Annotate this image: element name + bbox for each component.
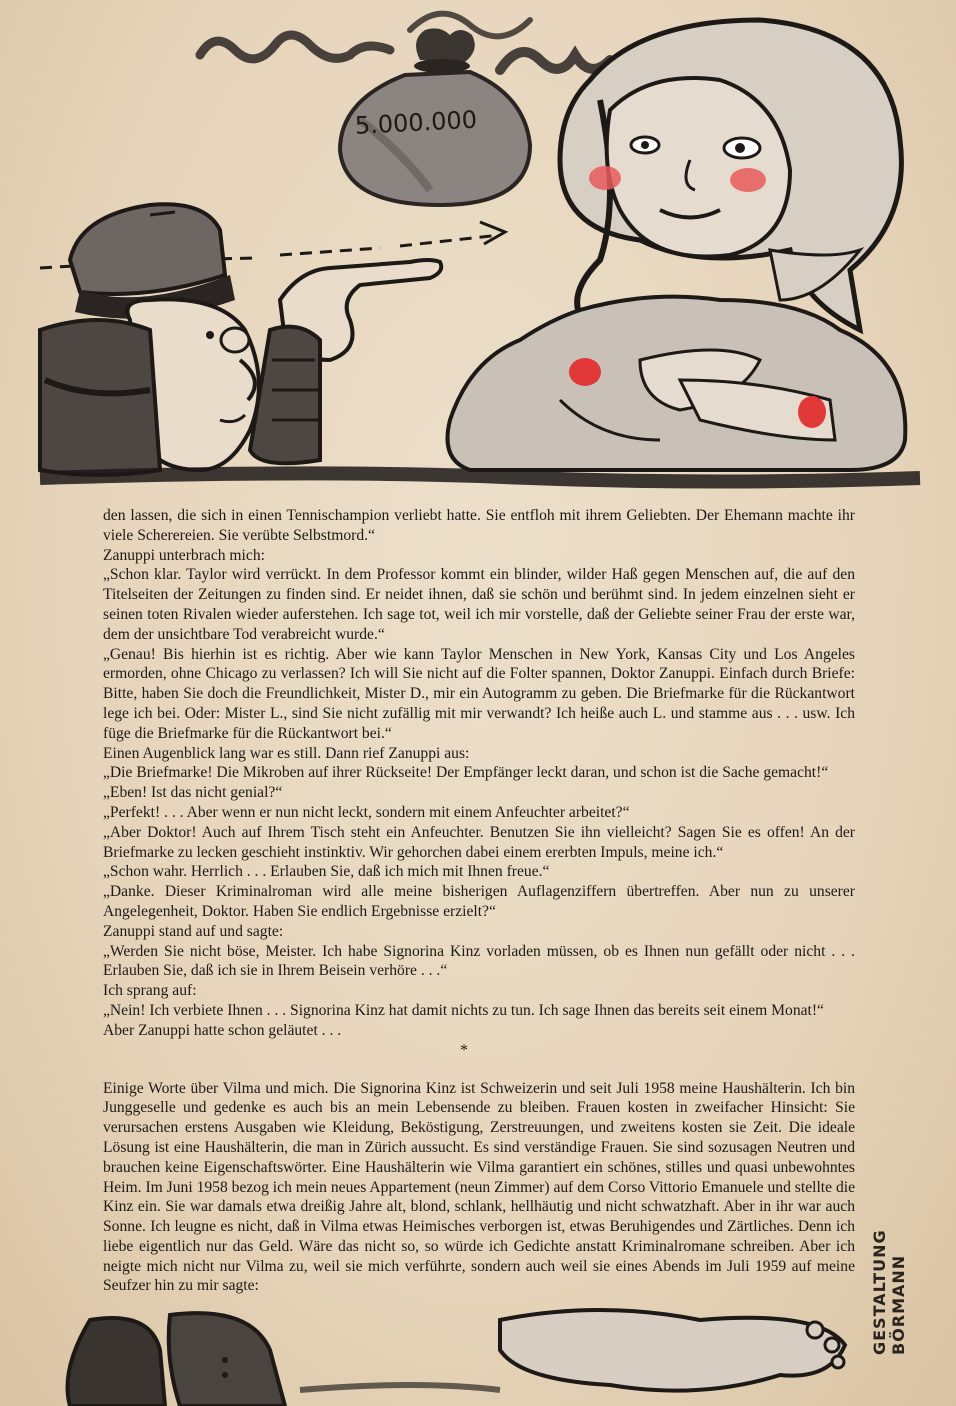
paragraph: Einige Worte über Vilma und mich. Die Signorina Kinz ist Schweizerin und seit Juli 1958 meine Haushälterin. Ich bin Junggeselle und gedenke es auch bis an mein Lebensende zu bleiben. Frauen kosten in zweifacher Hinsicht: Sie verursachen erstens Ausgaben wie Kleidung, Beköstigung, Zerstreuungen, und zweitens kosten sie Zeit. Die ideale Lösung ist eine Haushälterin, die man in Zürich aussucht. Es sind verständige Frauen. Sie sind sozusagen Neutren und brauchen keine Eigenschaftswörter. Eine Haushälterin wie Vilma garantiert ein schönes, stilles und quasi unbewohntes Heim. Im Juni 1958 bezog ich mein neues Appartement (neun Zimmer) auf dem Corso Vittorio Emanuele und stellte die Kinz ein. Sie war damals etwa dreißig Jahre alt, blond, schlank, hellhäutig und nicht schwatzhaft. Aber in ihr war auch Sonne. Ich leugne es nicht, daß in Vilma etwas Heimisches verborgen ist, etwas Beruhigendes und Zärtliches. Denn ich liebe eigentlich nur das Geld. Wäre das nicht so, so würde ich Gedichte anstatt Kriminalromane schreiben. Aber ich neigte mich nicht nur Vilma zu, weil sie mich verführte, sondern auch weil sie eines Abends im Juli 1959 auf meine Seufzer hin zu mir sagte: (103, 1079, 855, 1295)
paragraph: „Aber Doktor! Auch auf Ihrem Tisch steht ein Anfeuchter. Benutzen Sie ihn vielleicht? Sagen Sie es offen! An der Briefmarke zu lecken geschieht instinktiv. Wir gehorchen dabei einem ererbten Impuls, meine ich.“ (103, 823, 855, 861)
credit-line-2: BÖRMANN (889, 1254, 908, 1355)
arrow-head-icon (480, 222, 505, 244)
paragraph: Aber Zanuppi hatte schon geläutet . . . (103, 1021, 342, 1039)
paragraph: Zanuppi stand auf und sagte: (103, 922, 284, 940)
credit-line-1: GESTALTUNG (870, 1229, 889, 1355)
paragraph: „Werden Sie nicht böse, Meister. Ich habe Signorina Kinz vorladen müssen, ob es Ihnen nun gefällt oder nicht . . . Erlauben Sie, daß ich sie in Ihrem Beisein verhöre . . .“ (103, 942, 855, 980)
paragraph: den lassen, die sich in einen Tennischampion verliebt hatte. Sie entfloh mit ihrem Geliebten. Der Ehemann machte ihr viele Scherereien. Sie verübte Selbstmord.“ (103, 507, 855, 544)
paragraph: Zanuppi unterbrach mich: (103, 546, 265, 564)
section-separator: * (460, 1041, 468, 1059)
illustration-policeman-and-woman (0, 0, 956, 505)
bottom-illustration-feet (0, 1290, 956, 1406)
paragraph: „Schon klar. Taylor wird verrückt. In dem Professor kommt ein blinder, wilder Haß gegen Menschen auf, die auf den Titelseiten der Zeitungen zu finden sind. Er neidet ihnen, daß sie schön und berühmt sind. In jedem einzelnen sieht er seinen toten Rivalen wieder auferstehen. Ich sage tot, weil ich mir vorstelle, daß der Geliebte seiner Frau der erste war, dem der unsichtbare Tod verabreicht wurde.“ (103, 566, 855, 643)
paragraph: Einen Augenblick lang war es still. Dann rief Zanuppi aus: (103, 744, 470, 762)
ink-squiggle-right (500, 52, 610, 70)
paragraph: „Danke. Dieser Kriminalroman wird alle meine bisherigen Auflagenziffern übertreffen. Aber nun zu unserer Angelegenheit, Doktor. Haben Sie endlich Ergebnisse erzielt?“ (103, 883, 855, 920)
ink-squiggle-left (200, 35, 390, 59)
policeman-figure (40, 204, 441, 475)
woman-figure (448, 20, 906, 470)
paragraph: „Perfekt! . . . Aber wenn er nun nicht leckt, sondern mit einem Anfeuchter arbeitet?“ (103, 803, 630, 821)
paragraph: „Genau! Bis hierhin ist es richtig. Aber wie kann Taylor Menschen in New York, Kansas City und Los Angeles ermorden, ohne Chicago zu verlassen? Ich will Sie nicht auf die Folter spannen, Doktor Zanuppi. Einfach durch Briefe: Bitte, haben Sie doch die Freundlichkeit, Mister D., mir ein Autogramm zu geben. Die Briefmarke für die Rückantwort lege ich bei. Oder: Mister L., sind Sie nicht zufällig mit mir verwandt? Ich heiße auch L. und stamme aus . . . usw. Ich füge die Briefmarke für die Rückantwort bei.“ (103, 645, 855, 742)
paragraph: „Schon wahr. Herrlich . . . Erlauben Sie, daß ich mich mit Ihnen freue.“ (103, 863, 550, 881)
boot-icon (68, 1313, 286, 1406)
money-bag-label: 5.000.000 (354, 105, 478, 140)
paragraph: Ich sprang auf: (103, 982, 197, 1000)
story-text (103, 506, 855, 1296)
bare-foot-icon (500, 1310, 845, 1391)
paragraph: „Die Briefmarke! Die Mikroben auf ihrer Rückseite! Der Empfänger leckt daran, und schon ist die Sache gemacht!“ (103, 764, 829, 782)
ink-smear (300, 1385, 500, 1390)
paragraph: „Nein! Ich verbiete Ihnen . . . Signorina Kinz hat damit nichts zu tun. Ich sage Ihnen das bereits seit einem Monat!“ (103, 1001, 824, 1019)
ground-line (40, 473, 920, 481)
paragraph: „Eben! Ist das nicht genial?“ (103, 784, 283, 802)
